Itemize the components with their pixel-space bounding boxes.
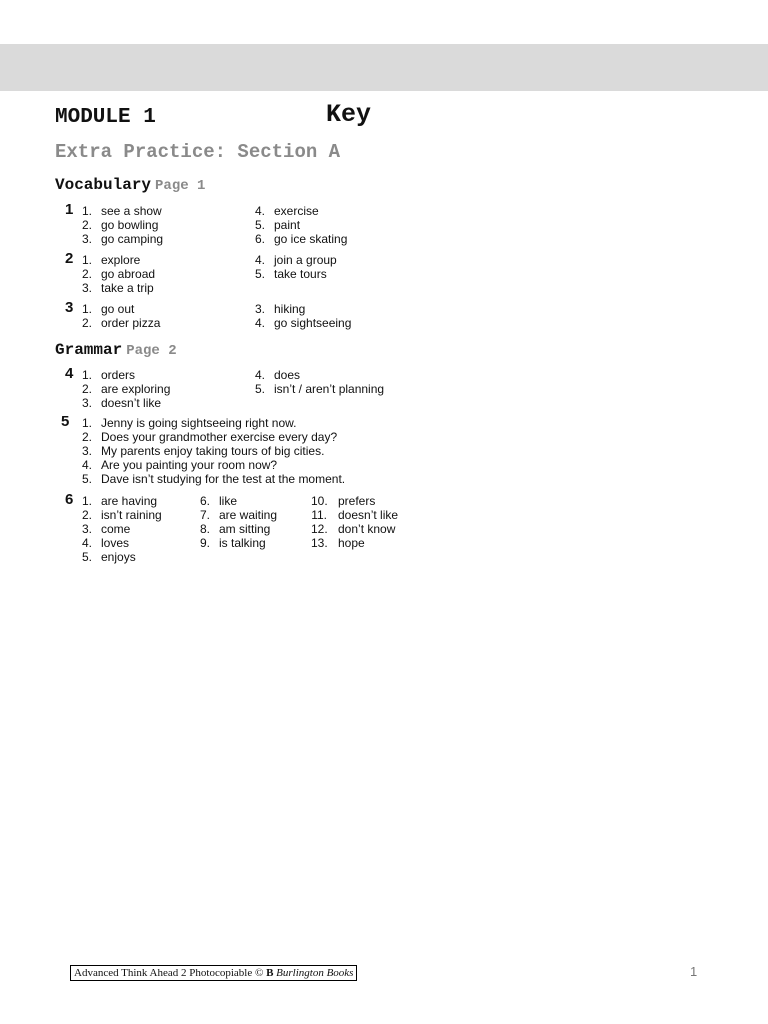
answer-text: see a show — [101, 204, 162, 218]
answer-item — [255, 204, 319, 218]
answer-item — [82, 396, 162, 410]
answer-item — [82, 368, 136, 382]
answer-number: 6. — [255, 232, 266, 246]
vocabulary-page: Page 1 — [155, 178, 206, 194]
answer-item — [255, 232, 348, 246]
answer-item — [311, 522, 396, 536]
answer-item — [82, 316, 161, 330]
answer-text: isn’t / aren’t planning — [274, 382, 385, 396]
answer-item — [82, 458, 278, 472]
answer-text: go sightseeing — [274, 316, 352, 330]
answer-item — [82, 382, 171, 396]
answer-item — [82, 218, 159, 232]
answer-text: take a trip — [101, 281, 154, 295]
answer-item — [82, 508, 162, 522]
grammar-title: Grammar — [55, 341, 123, 359]
answer-text: My parents enjoy taking tours of big cities. — [101, 444, 325, 458]
answer-number: 3. — [82, 396, 93, 410]
answer-text: am sitting — [219, 522, 271, 536]
answer-item — [311, 494, 376, 508]
page-number: 1 — [690, 964, 698, 979]
answer-item — [200, 536, 266, 550]
answer-item — [311, 536, 365, 550]
answer-text: doesn’t like — [101, 396, 162, 410]
answer-text: join a group — [274, 253, 337, 267]
answer-text: doesn’t like — [338, 508, 399, 522]
answer-item — [82, 232, 164, 246]
exercise-number: 2 — [65, 250, 74, 267]
answer-number: 4. — [82, 458, 93, 472]
answer-number: 7. — [200, 508, 211, 522]
answer-item — [255, 302, 306, 316]
answer-text: take tours — [274, 267, 327, 281]
answer-number: 6. — [200, 494, 211, 508]
answer-text: go out — [101, 302, 135, 316]
answer-text: paint — [274, 218, 301, 232]
answer-text: orders — [101, 368, 136, 382]
answer-number: 2. — [82, 316, 93, 330]
answer-text: go camping — [101, 232, 164, 246]
answer-number: 1. — [82, 416, 93, 430]
answer-text: are exploring — [101, 382, 171, 396]
answer-text: come — [101, 522, 131, 536]
header-band — [0, 44, 768, 91]
answer-number: 9. — [200, 536, 211, 550]
answer-number: 13. — [311, 536, 328, 550]
answer-item — [82, 430, 338, 444]
answer-item — [82, 302, 135, 316]
vocabulary-title: Vocabulary — [55, 176, 152, 194]
answer-number: 3. — [255, 302, 266, 316]
answer-item — [82, 494, 158, 508]
answer-item — [255, 253, 337, 267]
answer-item — [82, 204, 162, 218]
exercise-number: 6 — [65, 491, 74, 508]
answer-number: 5. — [82, 472, 93, 486]
answer-item — [82, 281, 154, 295]
answer-text: like — [219, 494, 238, 508]
answer-number: 2. — [82, 382, 93, 396]
answer-item — [255, 316, 352, 330]
answer-text: are having — [101, 494, 158, 508]
answer-text: Dave isn’t studying for the test at the moment. — [101, 472, 346, 486]
answer-number: 3. — [82, 281, 93, 295]
answer-item — [82, 472, 346, 486]
answer-number: 2. — [82, 508, 93, 522]
answer-text: exercise — [274, 204, 319, 218]
answer-text: does — [274, 368, 301, 382]
exercise-number: 5 — [61, 413, 70, 430]
grammar-heading — [55, 341, 177, 359]
answer-item — [200, 508, 278, 522]
answer-number: 5. — [255, 218, 266, 232]
answer-item — [82, 550, 136, 564]
answer-number: 5. — [82, 550, 93, 564]
answer-number: 3. — [82, 232, 93, 246]
answer-number: 1. — [82, 204, 93, 218]
answer-text: order pizza — [101, 316, 161, 330]
answer-number: 2. — [82, 430, 93, 444]
answer-number: 1. — [82, 302, 93, 316]
key-title: Key — [326, 100, 372, 129]
answer-number: 1. — [82, 253, 93, 267]
answer-text: is talking — [219, 536, 266, 550]
answer-text: go abroad — [101, 267, 156, 281]
answer-text: are waiting — [219, 508, 278, 522]
answer-number: 5. — [255, 382, 266, 396]
answer-item — [255, 382, 385, 396]
exercise-number: 1 — [65, 201, 74, 218]
answer-number: 1. — [82, 368, 93, 382]
exercise-number: 3 — [65, 299, 74, 316]
answer-item — [200, 522, 271, 536]
answer-item — [82, 253, 141, 267]
answer-item — [82, 267, 156, 281]
answer-number: 3. — [82, 444, 93, 458]
answer-text: enjoys — [101, 550, 136, 564]
answer-text: explore — [101, 253, 141, 267]
answer-item — [82, 416, 297, 430]
answer-text: prefers — [338, 494, 376, 508]
grammar-page: Page 2 — [126, 343, 177, 359]
answer-text: don’t know — [338, 522, 396, 536]
answer-item — [82, 522, 131, 536]
answer-number: 8. — [200, 522, 211, 536]
answer-number: 10. — [311, 494, 328, 508]
answer-item — [82, 444, 325, 458]
footer-copyright — [70, 965, 357, 981]
answer-text: go ice skating — [274, 232, 348, 246]
answer-number: 11. — [311, 508, 327, 522]
footer-brand: Burlington Books — [276, 967, 354, 979]
answer-text: Are you painting your room now? — [101, 458, 278, 472]
answer-number: 2. — [82, 218, 93, 232]
answer-number: 2. — [82, 267, 93, 281]
answer-number: 4. — [255, 368, 266, 382]
section-subtitle: Extra Practice: Section A — [55, 141, 341, 163]
answer-item — [200, 494, 238, 508]
footer-text: Advanced Think Ahead 2 Photocopiable © — [74, 967, 267, 979]
answer-number: 12. — [311, 522, 328, 536]
answer-number: 4. — [255, 316, 266, 330]
answer-number: 4. — [255, 253, 266, 267]
answer-text: Jenny is going sightseeing right now. — [101, 416, 297, 430]
answer-item — [255, 267, 327, 281]
answer-number: 3. — [82, 522, 93, 536]
answer-number: 5. — [255, 267, 266, 281]
answer-item — [311, 508, 399, 522]
answer-item — [82, 536, 130, 550]
answer-number: 4. — [82, 536, 93, 550]
module-title: MODULE 1 — [55, 106, 156, 129]
vocabulary-heading — [55, 176, 205, 194]
answer-item — [255, 368, 301, 382]
footer-mark: B — [266, 967, 274, 979]
answer-item — [255, 218, 301, 232]
exercise-number: 4 — [65, 365, 74, 382]
answer-text: hope — [338, 536, 365, 550]
answer-text: Does your grandmother exercise every day? — [101, 430, 338, 444]
answer-text: isn’t raining — [101, 508, 162, 522]
answer-text: loves — [101, 536, 130, 550]
answer-number: 4. — [255, 204, 266, 218]
answer-text: go bowling — [101, 218, 159, 232]
answer-text: hiking — [274, 302, 306, 316]
answer-number: 1. — [82, 494, 93, 508]
